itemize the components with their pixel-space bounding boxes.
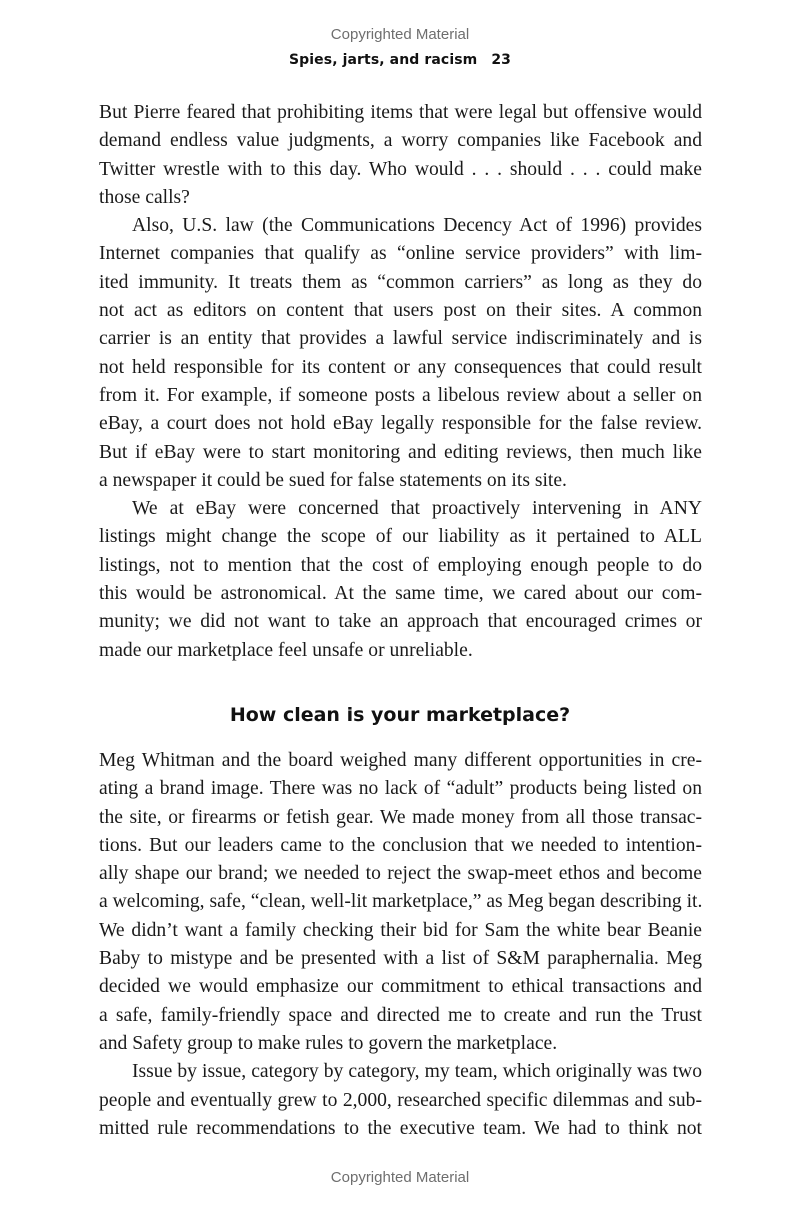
- text-line: not act as editors on content that users post on their sites. A common: [99, 300, 702, 322]
- text-line: Also, U.S. law (the Communications Decency Act of 1996) provides: [132, 215, 702, 237]
- text-line: We at eBay were concerned that proactively intervening in ANY: [132, 498, 702, 520]
- page-number: 23: [491, 52, 512, 68]
- text-line: carrier is an entity that provides a lawful service indiscriminately and is: [99, 328, 702, 350]
- running-head: [0, 52, 800, 68]
- text-line: decided we would emphasize our commitment to ethical transactions and: [99, 976, 702, 998]
- text-line: But if eBay were to start monitoring and editing reviews, then much like: [99, 441, 702, 463]
- text-line: munity; we did not want to take an approach that encouraged crimes or: [99, 611, 702, 633]
- text-line: listings, not to mention that the cost of employing enough people to do: [99, 554, 702, 576]
- body-text-after-heading: [99, 747, 702, 1143]
- text-line: a newspaper it could be sued for false statements on its site.: [99, 469, 567, 491]
- text-line: made our marketplace feel unsafe or unreliable.: [99, 639, 473, 661]
- body-text-before-heading: [99, 99, 702, 665]
- text-line: mitted rule recommendations to the executive team. We had to think not: [99, 1117, 702, 1139]
- text-line: But Pierre feared that prohibiting items that were legal but offensive would: [99, 102, 702, 123]
- text-line: this would be astronomical. At the same time, we cared about our com-: [99, 583, 702, 605]
- text-line: listings might change the scope of our liability as it pertained to ALL: [99, 526, 702, 548]
- text-line: not held responsible for its content or any consequences that could result: [99, 356, 702, 378]
- section-heading: How clean is your marketplace?: [229, 704, 571, 726]
- text-line: the site, or firearms or fetish gear. We made money from all those transac-: [99, 806, 702, 828]
- text-line: tions. But our leaders came to the conclusion that we needed to intention-: [99, 834, 702, 856]
- text-line: demand endless value judgments, a worry companies like Facebook and: [99, 130, 702, 152]
- copyright-watermark-top: Copyrighted Material: [330, 26, 470, 43]
- text-line: eBay, a court does not hold eBay legally responsible for the false review.: [99, 413, 702, 435]
- text-line: a welcoming, safe, “clean, well-lit marketplace,” as Meg began describing it.: [99, 891, 703, 913]
- text-line: ating a brand image. There was no lack of “adult” products being listed on: [99, 778, 702, 800]
- text-line: ited immunity. It treats them as “common carriers” as long as they do: [99, 271, 702, 293]
- text-line: Internet companies that qualify as “online service providers” with lim-: [99, 243, 702, 265]
- text-line: Issue by issue, category by category, my team, which originally was two: [132, 1061, 702, 1083]
- text-line: those calls?: [99, 186, 190, 208]
- text-line: ally shape our brand; we needed to reject the swap-meet ethos and become: [99, 863, 702, 885]
- text-line: Twitter wrestle with to this day. Who would . . . should . . . could make: [99, 158, 702, 180]
- text-line: from it. For example, if someone posts a libelous review about a seller on: [99, 384, 702, 406]
- text-line: a safe, family-friendly space and directed me to create and run the Trust: [99, 1004, 702, 1026]
- text-line: and Safety group to make rules to govern the marketplace.: [99, 1032, 558, 1054]
- running-head-title: Spies, jarts, and racism: [288, 52, 478, 68]
- text-line: Meg Whitman and the board weighed many different opportunities in cre-: [99, 750, 702, 771]
- text-line: people and eventually grew to 2,000, researched specific dilemmas and sub-: [99, 1089, 702, 1111]
- copyright-watermark-bottom: Copyrighted Material: [330, 1169, 470, 1186]
- text-line: Baby to mistype and be presented with a list of S&M paraphernalia. Meg: [99, 948, 702, 970]
- text-line: We didn’t want a family checking their bid for Sam the white bear Beanie: [99, 919, 702, 941]
